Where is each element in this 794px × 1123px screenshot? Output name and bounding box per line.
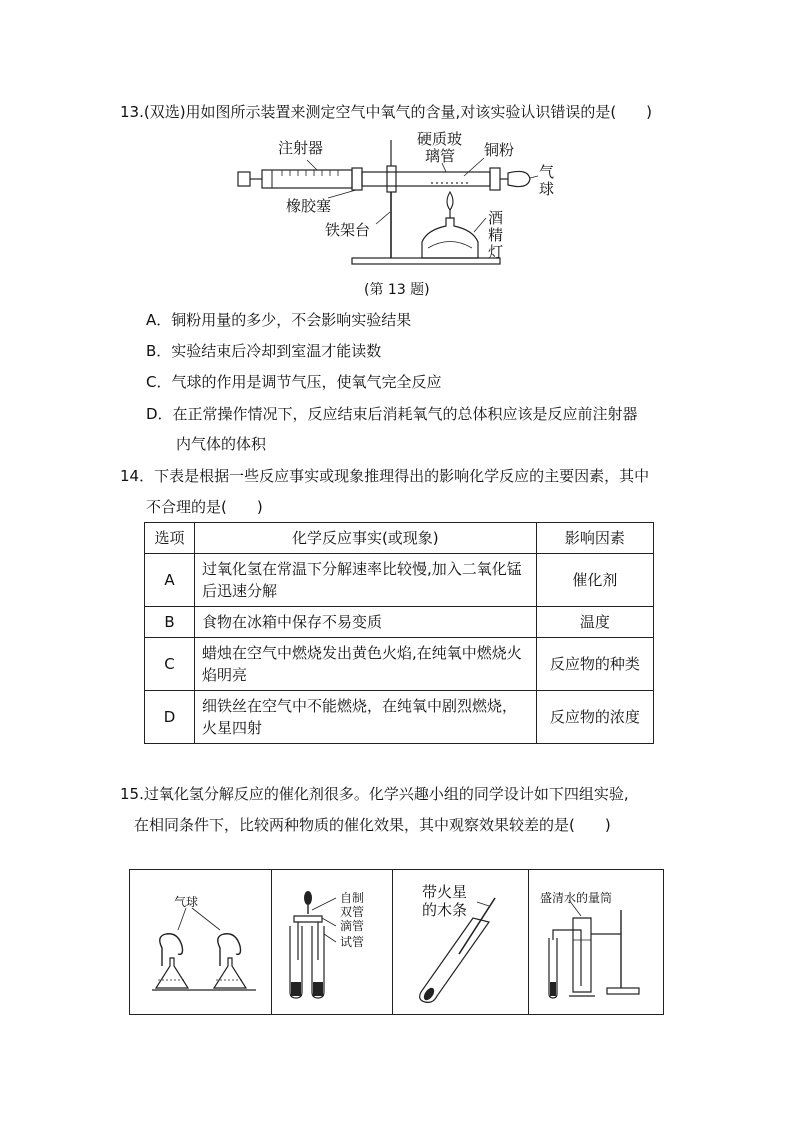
label-stopper: 橡胶塞	[286, 197, 332, 215]
cell-factor: 催化剂	[536, 554, 653, 607]
cell-factor: 反应物的浓度	[536, 691, 653, 744]
table-row	[145, 554, 654, 607]
panel4-label: 盛清水的量筒	[540, 891, 613, 905]
cell-factor: 反应物的种类	[536, 638, 653, 691]
label-balloon-1: 气	[539, 163, 555, 181]
cell-fact: 食物在冰箱中保存不易变质	[194, 607, 536, 638]
label-glass-tube-1: 硬质玻	[417, 130, 463, 148]
q13-option-b: B．实验结束后冷却到室温才能读数	[146, 342, 382, 360]
label-balloon-2: 球	[539, 180, 555, 198]
table-row	[145, 607, 654, 638]
cell-fact: 细铁丝在空气中不能燃烧，在纯氧中剧烈燃烧，火星四射	[194, 691, 536, 744]
cell-fact: 蜡烛在空气中燃烧发出黄色火焰,在纯氧中燃烧火焰明亮	[194, 638, 536, 691]
table-row	[145, 638, 654, 691]
panel2-double-dropper-diagram	[272, 870, 392, 1014]
table-header-row	[145, 523, 654, 554]
q13-option-c: C．气球的作用是调节气压，使氧气完全反应	[146, 373, 442, 391]
q13-caption: (第 13 题)	[364, 282, 430, 298]
cell-option: B	[145, 607, 195, 638]
label-syringe: 注射器	[278, 139, 324, 157]
label-lamp-3: 灯	[488, 243, 504, 261]
th-factor: 影响因素	[536, 523, 653, 554]
panel1-balloon-label: 气球	[174, 895, 199, 909]
q15-stem-line2: 在相同条件下，比较两种物质的催化效果，其中观察效果较差的是( )	[134, 816, 611, 834]
panel3-label-1: 带火星	[422, 883, 468, 901]
label-copper: 铜粉	[484, 141, 515, 159]
panel2-label-3: 滴管	[340, 919, 365, 933]
q15-stem-line1: 15.过氧化氢分解反应的催化剂很多。化学兴趣小组的同学设计如下四组实验,	[120, 785, 629, 803]
q14-stem-line2: 不合理的是( )	[146, 498, 263, 516]
q14-table	[144, 522, 654, 744]
q13-option-d-cont: 内气体的体积	[176, 435, 267, 453]
panel2-label-2: 双管	[340, 905, 365, 919]
q13-figure	[232, 130, 562, 270]
q15-figure-panels	[129, 869, 664, 1015]
panel2-label-4: 试管	[340, 935, 365, 949]
cell-factor: 温度	[536, 607, 653, 638]
cell-option: D	[145, 691, 195, 744]
cell-option: C	[145, 638, 195, 691]
table-row	[145, 691, 654, 744]
label-lamp-1: 酒	[488, 209, 504, 227]
label-glass-tube-2: 璃管	[425, 147, 456, 165]
panel3-label-2: 的木条	[422, 901, 468, 919]
th-option: 选项	[145, 523, 195, 554]
label-lamp-2: 精	[488, 226, 504, 244]
q13-stem: 13.(双选)用如图所示装置来测定空气中氧气的含量,对该实验认识错误的是( )	[120, 103, 653, 121]
th-fact: 化学反应事实(或现象)	[194, 523, 536, 554]
q13-option-a: A．铜粉用量的多少，不会影响实验结果	[146, 311, 412, 329]
panel1-flasks-diagram	[130, 870, 271, 1014]
label-stand: 铁架台	[325, 221, 371, 239]
cell-fact: 过氧化氢在常温下分解速率比较慢,加入二氧化锰后迅速分解	[194, 554, 536, 607]
q13-option-d: D．在正常操作情况下，反应结束后消耗氧气的总体积应该是反应前注射器	[146, 405, 638, 423]
q14-stem-line1: 14．下表是根据一些反应事实或现象推理得出的影响化学反应的主要因素，其中	[120, 467, 650, 485]
cell-option: A	[145, 554, 195, 607]
panel2-label-1: 自制	[340, 891, 365, 905]
